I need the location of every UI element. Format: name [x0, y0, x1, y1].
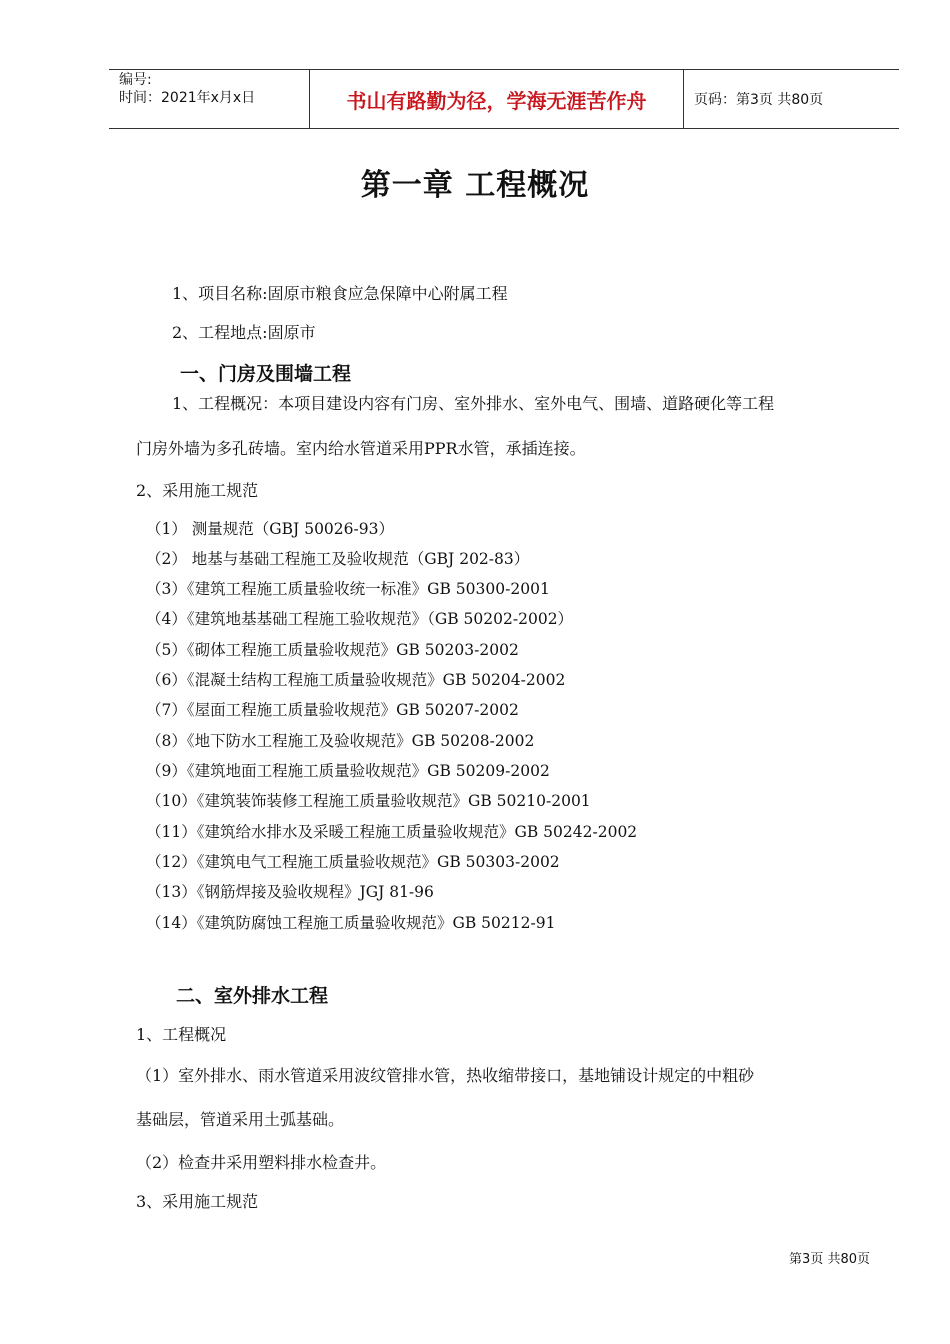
header-meta — [109, 70, 310, 128]
standard-item-8: （8）《地下防水工程施工及验收规范》GB 50208-2002 — [146, 732, 535, 750]
section2-heading: 二、室外排水工程 — [176, 985, 329, 1007]
project-location: 2、工程地点:固原市 — [172, 323, 316, 342]
standard-item-10: （10）《建筑装饰装修工程施工质量验收规范》GB 50210-2001 — [146, 792, 591, 810]
standard-item-7: （7）《屋面工程施工质量验收规范》GB 50207-2002 — [146, 701, 519, 719]
section2-standards-heading: 3、采用施工规范 — [136, 1192, 259, 1211]
section2-item1-line1: （1）室外排水、雨水管道采用波纹管排水管，热收缩带接口，基地铺设计规定的中粗砂 — [136, 1066, 755, 1085]
page-footer: 第3页 共80页 — [789, 1252, 870, 1267]
section2-overview-heading: 1、工程概况 — [136, 1025, 227, 1044]
section1-overview-line2: 门房外墙为多孔砖墙。室内给水管道采用PPR水管，承插连接。 — [136, 439, 586, 458]
document-number-label: 编号: — [119, 72, 152, 88]
header-page-info: 页码：第3页 共80页 — [694, 92, 824, 108]
standard-item-5: （5）《砌体工程施工质量验收规范》GB 50203-2002 — [146, 641, 519, 659]
standard-item-4: （4）《建筑地基基础工程施工验收规范》（GB 50202-2002） — [146, 610, 574, 628]
section1-standards-heading: 2、采用施工规范 — [136, 481, 259, 500]
project-name: 1、项目名称:固原市粮食应急保障中心附属工程 — [172, 284, 508, 303]
document-time: 时间：2021年x月x日 — [119, 90, 256, 106]
standard-item-9: （9）《建筑地面工程施工质量验收规范》GB 50209-2002 — [146, 762, 550, 780]
standard-item-6: （6）《混凝土结构工程施工质量验收规范》GB 50204-2002 — [146, 671, 566, 689]
standard-item-12: （12）《建筑电气工程施工质量验收规范》GB 50303-2002 — [146, 853, 560, 871]
standard-item-3: （3）《建筑工程施工质量验收统一标准》GB 50300-2001 — [146, 580, 550, 598]
header-motto: 书山有路勤为径，学海无涯苦作舟 — [310, 70, 684, 128]
section1-heading: 一、门房及围墙工程 — [180, 363, 352, 385]
standard-item-14: （14）《建筑防腐蚀工程施工质量验收规范》GB 50212-91 — [146, 914, 556, 932]
section2-item1-line2: 基础层，管道采用土弧基础。 — [136, 1110, 345, 1129]
standard-item-2: （2） 地基与基础工程施工及验收规范（GBJ 202-83） — [146, 550, 530, 568]
standard-item-13: （13）《钢筋焊接及验收规程》JGJ 81-96 — [146, 883, 434, 901]
standard-item-11: （11）《建筑给水排水及采暖工程施工质量验收规范》GB 50242-2002 — [146, 823, 638, 841]
section1-overview-line1: 1、工程概况：本项目建设内容有门房、室外排水、室外电气、围墙、道路硬化等工程 — [172, 394, 775, 413]
section2-item2: （2）检查井采用塑料排水检查井。 — [136, 1153, 387, 1172]
standard-item-1: （1） 测量规范（GBJ 50026-93） — [146, 520, 394, 538]
chapter-title: 第一章 工程概况 — [360, 168, 590, 203]
page-header — [109, 69, 899, 129]
